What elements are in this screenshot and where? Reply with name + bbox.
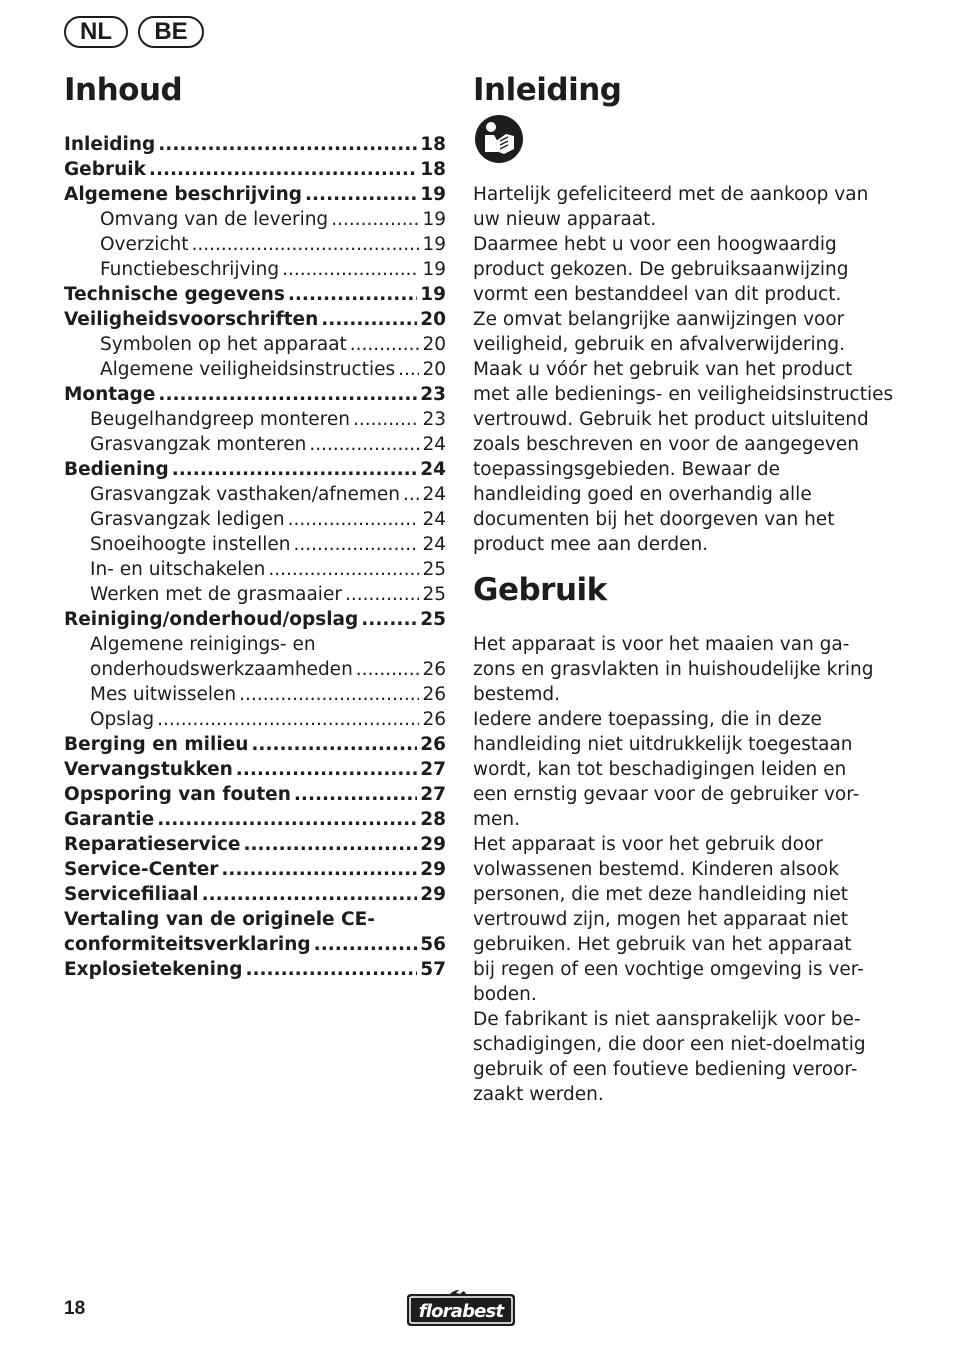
toc-entry bbox=[64, 957, 446, 982]
toc-dot-leader bbox=[321, 307, 417, 332]
toc-entry-page: 19 bbox=[422, 209, 446, 230]
toc-entry-title: Garantie bbox=[64, 809, 155, 830]
gebruik-text-line: boden. bbox=[473, 984, 537, 1005]
toc-dot-leader bbox=[288, 282, 417, 307]
toc-entry bbox=[64, 232, 446, 257]
gebruik-text-line: De fabrikant is niet aansprakelijk voor be- bbox=[473, 1009, 861, 1030]
toc-entry-page: 24 bbox=[420, 459, 446, 480]
toc-entry-page: 29 bbox=[420, 834, 446, 855]
toc-entry bbox=[64, 132, 446, 157]
toc-entry-page: 23 bbox=[420, 384, 446, 405]
toc-entry-title: onderhoudswerkzaamheden bbox=[90, 659, 353, 680]
toc-entry-page: 29 bbox=[420, 884, 446, 905]
toc-dot-leader bbox=[309, 432, 419, 457]
inleiding-text-line: product mee aan derden. bbox=[473, 534, 709, 555]
toc-dot-leader bbox=[345, 582, 420, 607]
inleiding-text-line: Hartelijk gefeliciteerd met de aankoop van bbox=[473, 184, 869, 205]
gebruik-text-line: zons en grasvlakten in huishoudelijke kring bbox=[473, 659, 874, 680]
toc-entry-page: 57 bbox=[420, 959, 446, 980]
toc-entry-title: Snoeihoogte instellen bbox=[90, 534, 291, 555]
toc-entry-title: Berging en milieu bbox=[64, 734, 249, 755]
toc-entry-page: 24 bbox=[422, 434, 446, 455]
toc-dot-leader bbox=[239, 682, 419, 707]
svg-text:florabest: florabest bbox=[418, 1301, 504, 1322]
toc-dot-leader bbox=[288, 507, 420, 532]
toc-entry-page: 19 bbox=[422, 259, 446, 280]
toc-entry bbox=[64, 732, 446, 757]
toc-dot-leader bbox=[294, 782, 417, 807]
toc-entry-title: Explosietekening bbox=[64, 959, 243, 980]
toc-entry bbox=[64, 507, 446, 532]
toc-entry bbox=[64, 407, 446, 432]
toc-entry bbox=[64, 157, 446, 182]
toc-dot-leader bbox=[158, 132, 417, 157]
toc-entry-page: 20 bbox=[422, 359, 446, 380]
toc-dot-leader bbox=[149, 157, 417, 182]
toc-dot-leader bbox=[192, 232, 420, 257]
toc-entry-page: 24 bbox=[422, 509, 446, 530]
toc-entry-title: Beugelhandgreep monteren bbox=[90, 409, 350, 430]
toc-entry-title: Algemene veiligheidsinstructies bbox=[100, 359, 396, 380]
gebruik-text-line: een ernstig gevaar voor de gebruiker vor- bbox=[473, 784, 860, 805]
toc-entry-title: Overzicht bbox=[100, 234, 189, 255]
toc-entry-title: Technische gegevens bbox=[64, 284, 285, 305]
inleiding-heading: Inleiding bbox=[473, 72, 622, 108]
inleiding-text-line: vormt een bestanddeel van dit product. bbox=[473, 284, 842, 305]
page-number: 18 bbox=[64, 1298, 86, 1319]
toc-entry-page: 19 bbox=[422, 234, 446, 255]
toc-dot-leader bbox=[236, 757, 417, 782]
toc-entry bbox=[64, 632, 446, 657]
toc-entry-page: 25 bbox=[422, 584, 446, 605]
gebruik-text-line: Iedere andere toepassing, die in deze bbox=[473, 709, 822, 730]
toc-entry-title: Functiebeschrijving bbox=[100, 259, 280, 280]
toc-entry-page: 26 bbox=[422, 709, 446, 730]
inleiding-text-line: product gekozen. De gebruiksaanwijzing bbox=[473, 259, 849, 280]
toc-entry-page: 27 bbox=[420, 784, 446, 805]
toc-dot-leader bbox=[331, 207, 419, 232]
toc-dot-leader bbox=[157, 707, 419, 732]
toc-entry bbox=[64, 832, 446, 857]
toc-entry bbox=[64, 857, 446, 882]
toc-entry bbox=[64, 657, 446, 682]
toc-entry-title: Vervangstukken bbox=[64, 759, 233, 780]
toc-entry-page: 24 bbox=[422, 534, 446, 555]
gebruik-text-line: bij regen of een vochtige omgeving is ver- bbox=[473, 959, 864, 980]
toc-entry-title: Veiligheidsvoorschriften bbox=[64, 309, 319, 330]
toc-dot-leader bbox=[251, 732, 417, 757]
gebruik-text-line: vertrouwd zijn, mogen het apparaat niet bbox=[473, 909, 849, 930]
toc-entry-title: Algemene reinigings- en bbox=[90, 634, 316, 655]
toc-entry bbox=[64, 382, 446, 407]
toc-dot-leader bbox=[356, 657, 420, 682]
toc-entry bbox=[64, 207, 446, 232]
inleiding-text-line: zoals beschreven en voor de aangegeven bbox=[473, 434, 859, 455]
toc-entry-page: 25 bbox=[422, 559, 446, 580]
toc-entry bbox=[64, 257, 446, 282]
inleiding-text-line: Ze omvat belangrijke aanwijzingen voor bbox=[473, 309, 845, 330]
toc-dot-leader bbox=[202, 882, 418, 907]
inleiding-text-line: Daarmee hebt u voor een hoogwaardig bbox=[473, 234, 837, 255]
toc-entry-title: Opslag bbox=[90, 709, 155, 730]
toc-entry-title: Vertaling van de originele CE- bbox=[64, 909, 375, 930]
inleiding-text-line: handleiding goed en overhandig alle bbox=[473, 484, 812, 505]
gebruik-text-line: wordt, kan tot beschadigingen leiden en bbox=[473, 759, 847, 780]
toc-entry bbox=[64, 932, 446, 957]
toc-entry-title: Montage bbox=[64, 384, 156, 405]
toc-entry-title: Reparatieservice bbox=[64, 834, 241, 855]
toc-entry-page: 28 bbox=[420, 809, 446, 830]
toc-entry-page: 19 bbox=[420, 184, 446, 205]
toc-entry-title: Reiniging/onderhoud/opslag bbox=[64, 609, 359, 630]
toc-entry bbox=[64, 282, 446, 307]
inleiding-text-line: documenten bij het doorgeven van het bbox=[473, 509, 835, 530]
toc-entry-page: 18 bbox=[420, 159, 446, 180]
toc-entry-page: 23 bbox=[422, 409, 446, 430]
toc-entry-title: In- en uitschakelen bbox=[90, 559, 266, 580]
toc-dot-leader bbox=[293, 532, 419, 557]
toc-entry-title: Algemene beschrijving bbox=[64, 184, 302, 205]
inleiding-text-line: vertrouwd. Gebruik het product uitsluitend bbox=[473, 409, 869, 430]
toc-dot-leader bbox=[172, 457, 418, 482]
toc-dot-leader bbox=[158, 382, 417, 407]
toc-dot-leader bbox=[403, 482, 419, 507]
toc-title: Inhoud bbox=[64, 72, 183, 108]
gebruik-text-line: zaakt werden. bbox=[473, 1084, 604, 1105]
toc-entry bbox=[64, 782, 446, 807]
toc-entry bbox=[64, 707, 446, 732]
toc-entry-page: 24 bbox=[422, 484, 446, 505]
toc-entry-page: 26 bbox=[420, 734, 446, 755]
toc-dot-leader bbox=[268, 557, 419, 582]
toc-entry-title: Grasvangzak monteren bbox=[90, 434, 307, 455]
toc-dot-leader bbox=[314, 932, 418, 957]
toc-entry-title: Opsporing van fouten bbox=[64, 784, 291, 805]
inleiding-text-line: toepassingsgebieden. Bewaar de bbox=[473, 459, 781, 480]
toc-entry bbox=[64, 557, 446, 582]
toc-dot-leader bbox=[350, 332, 420, 357]
gebruik-text-line: Het apparaat is voor het gebruik door bbox=[473, 834, 823, 855]
toc-entry-page: 26 bbox=[422, 659, 446, 680]
toc-entry bbox=[64, 482, 446, 507]
inleiding-paragraph bbox=[473, 182, 894, 557]
toc-entry-title: Omvang van de levering bbox=[100, 209, 329, 230]
gebruik-heading: Gebruik bbox=[473, 572, 607, 608]
toc-entry-page: 29 bbox=[420, 859, 446, 880]
toc-entry-title: conformiteitsverklaring bbox=[64, 934, 311, 955]
toc-dot-leader bbox=[305, 182, 417, 207]
toc-entry-title: Symbolen op het apparaat bbox=[100, 334, 347, 355]
toc-dot-leader bbox=[398, 357, 419, 382]
gebruik-text-line: Het apparaat is voor het maaien van ga- bbox=[473, 634, 850, 655]
toc-entry-title: Inleiding bbox=[64, 134, 156, 155]
toc-dot-leader bbox=[245, 957, 417, 982]
toc-entry bbox=[64, 807, 446, 832]
gebruik-text-line: gebruik of een foutieve bediening veroor- bbox=[473, 1059, 858, 1080]
inleiding-text-line: Maak u vóór het gebruik van het product bbox=[473, 359, 853, 380]
toc-entry-title: Servicefiliaal bbox=[64, 884, 199, 905]
toc-entry-title: Bediening bbox=[64, 459, 169, 480]
toc-entry bbox=[64, 332, 446, 357]
toc-entry bbox=[64, 457, 446, 482]
table-of-contents bbox=[64, 132, 446, 982]
inleiding-text-line: uw nieuw apparaat. bbox=[473, 209, 657, 230]
toc-entry bbox=[64, 757, 446, 782]
gebruik-text-line: personen, die met deze handleiding niet bbox=[473, 884, 848, 905]
toc-entry bbox=[64, 607, 446, 632]
toc-entry-page: 56 bbox=[420, 934, 446, 955]
gebruik-text-line: handleiding niet uitdrukkelijk toegestaan bbox=[473, 734, 853, 755]
toc-entry bbox=[64, 307, 446, 332]
toc-dot-leader bbox=[157, 807, 417, 832]
gebruik-text-line: bestemd. bbox=[473, 684, 561, 705]
toc-entry bbox=[64, 682, 446, 707]
toc-entry-page: 27 bbox=[420, 759, 446, 780]
toc-entry bbox=[64, 432, 446, 457]
toc-entry-page: 18 bbox=[420, 134, 446, 155]
inleiding-text-line: veiligheid, gebruik en afvalverwijdering. bbox=[473, 334, 846, 355]
toc-entry-title: Mes uitwisselen bbox=[90, 684, 237, 705]
toc-entry-page: 26 bbox=[422, 684, 446, 705]
toc-entry-title: Werken met de grasmaaier bbox=[90, 584, 342, 605]
florabest-logo bbox=[404, 1285, 518, 1329]
toc-dot-leader bbox=[282, 257, 419, 282]
read-manual-icon bbox=[474, 114, 524, 164]
toc-entry bbox=[64, 532, 446, 557]
gebruik-text-line: volwassenen bestemd. Kinderen alsook bbox=[473, 859, 839, 880]
toc-dot-leader bbox=[361, 607, 417, 632]
toc-entry bbox=[64, 582, 446, 607]
toc-entry-page: 20 bbox=[422, 334, 446, 355]
gebruik-text-line: men. bbox=[473, 809, 521, 830]
language-badge-be: BE bbox=[138, 16, 204, 48]
toc-entry-title: Grasvangzak vasthaken/afnemen bbox=[90, 484, 401, 505]
toc-entry bbox=[64, 882, 446, 907]
toc-entry-title: Grasvangzak ledigen bbox=[90, 509, 285, 530]
toc-entry-title: Service-Center bbox=[64, 859, 219, 880]
toc-entry-page: 19 bbox=[420, 284, 446, 305]
toc-entry bbox=[64, 907, 446, 932]
toc-entry-page: 20 bbox=[420, 309, 446, 330]
inleiding-text-line: met alle bedienings- en veiligheidsinstructies bbox=[473, 384, 894, 405]
toc-dot-leader bbox=[221, 857, 417, 882]
toc-entry-title: Gebruik bbox=[64, 159, 146, 180]
toc-entry bbox=[64, 357, 446, 382]
toc-entry-page: 25 bbox=[420, 609, 446, 630]
gebruik-text-line: gebruiken. Het gebruik van het apparaat bbox=[473, 934, 852, 955]
language-badge-nl: NL bbox=[64, 16, 128, 48]
toc-dot-leader bbox=[353, 407, 420, 432]
gebruik-text-line: schadigingen, die door een niet-doelmatig bbox=[473, 1034, 866, 1055]
gebruik-paragraph bbox=[473, 632, 874, 1107]
toc-entry bbox=[64, 182, 446, 207]
toc-dot-leader bbox=[243, 832, 417, 857]
